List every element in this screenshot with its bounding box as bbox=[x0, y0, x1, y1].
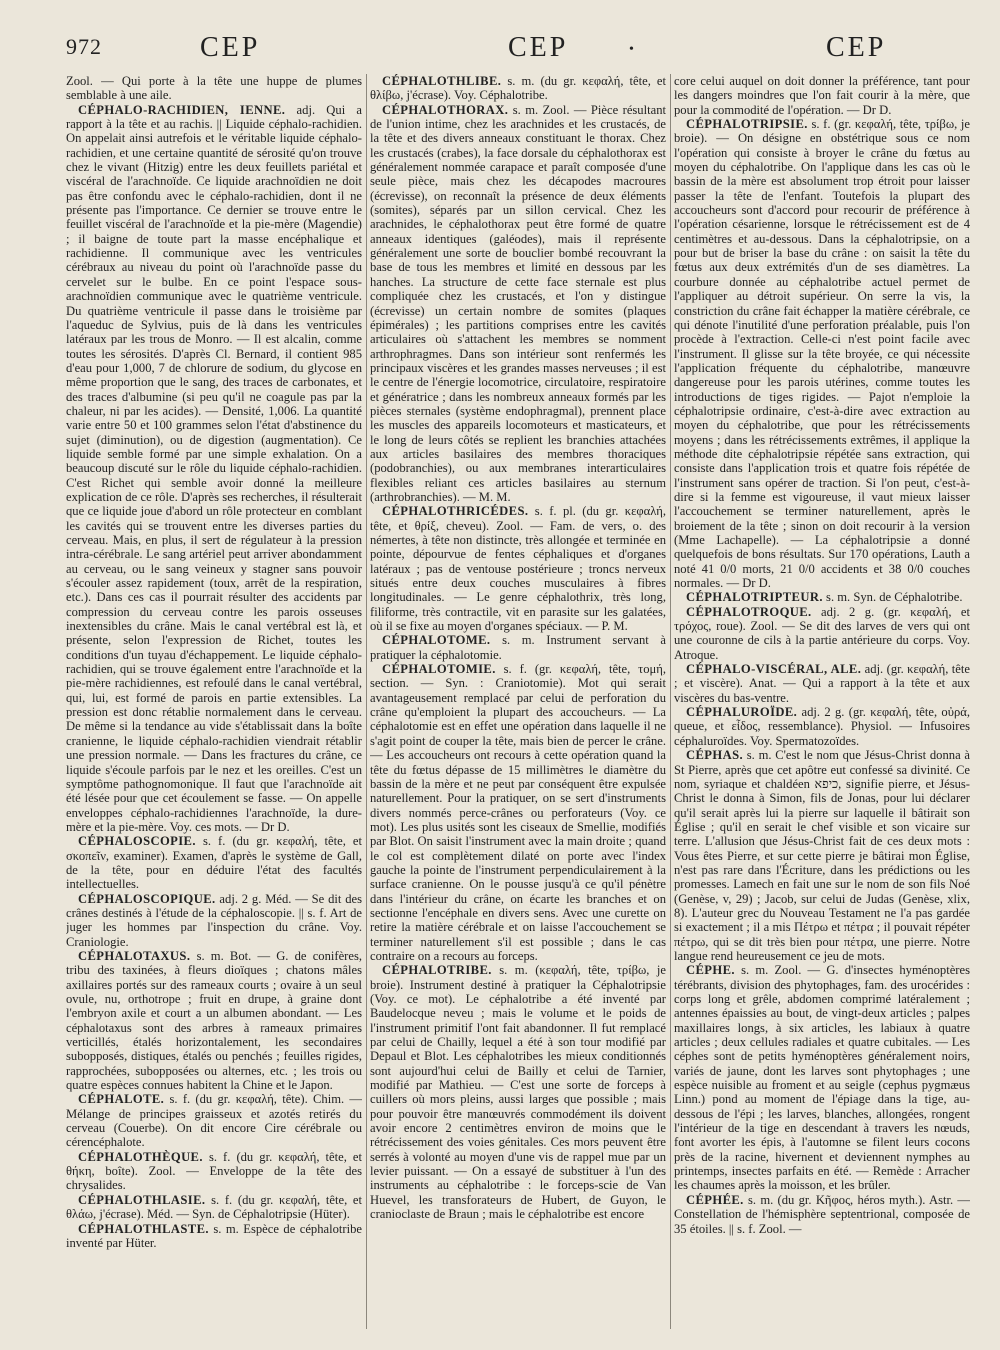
dictionary-entry bbox=[66, 103, 362, 835]
entry-headword: CÉPHALOTROQUE. bbox=[686, 604, 812, 619]
entry-body: s. m. Bot. — G. de conifères, tribu des taxinées, à fleurs dioïques ; chatons mâles axillaires portés sur des rameaux courts ; ovaire à un seul ovule, nu, orthotrope ; fruit en drupe, à graine dont l'embryon axile et court a un albumen abondant. — Les céphalotaxus sont des arbres à rameaux primaires verticillés, étalés horizontalement, les secondaires subopposés, distiques, étalés ou penchés ; feuilles rigides, rapprochées, subopposées ou alternes, etc. ; les trois ou quatre espèces connues habitent la Chine et le Japon. bbox=[66, 948, 362, 1093]
running-head-center: CEP bbox=[508, 32, 569, 63]
column-divider bbox=[670, 74, 671, 1329]
entry-body: s. m. (κεφαλή, tête, τρίβω, je broie). Instrument destiné à pratiquer la Céphalotripsie (Voy. ce mot). Le céphalotribe a été inventé par Baudelocque neveu ; mais le volume et le poids de l'instrument primitif l'ont fait abandonner. Il fut remplacé par celui de Chailly, lequel a été à son tour modifié par Depaul et Blot. Les céphalotribes les mieux conditionnés sont aujourd'hui celui de Bailly et celui de Tarnier, modifié par Mathieu. — C'est une sorte de forceps à cuillers où mors pleins, aussi larges que possible ; mais pour pouvoir être manœuvrés commodément ils doivent avoir encore 2 centimètres environ de moins que le rétrécissement des voies génitales. Ces mors peuvent être serrés à volonté au moyen d'une vis de rappel mue par un levier puissant. — On a essayé de substituer à l'un des instruments au céphalotribe : le forceps-scie de Van Huevel, les transforateurs de Hubert, de Guyon, le cranioclaste de Braun ; mais le céphalotribe est encore bbox=[370, 963, 666, 1222]
entry-body: s. f. pl. (du gr. κεφαλή, tête, et θρίξ, cheveu). Zool. — Fam. de vers, o. des némertes, à tête non distincte, très allongée et terminée en pointe, dépourvue de fentes céphaliques et d'organes latéraux ; pas de ventouse postérieure ; troncs nerveux situés entre deux couches musculaires à fibres longitudinales. — Le genre céphalothrix, très long, filiforme, très contractile, vit en parasite sur les galatées, où il se fixe au moyen d'organes spéciaux. — P. M. bbox=[370, 504, 666, 634]
dictionary-entry bbox=[674, 117, 970, 590]
entry-body: s. m. Instrument servant à pratiquer la céphalotomie. bbox=[370, 633, 666, 662]
entry-body: Zool. — Qui porte à la tête une huppe de plumes semblable à une aile. bbox=[66, 74, 362, 103]
entry-body: adj. (gr. κεφαλή, tête ; et viscère). Anat. — Qui a rapport à la tête et aux viscères du bas-ventre. bbox=[674, 662, 970, 705]
entry-body: s. f. (du gr. κεφαλή, tête). Chim. — Mélange de principes graisseux et azotés retirés du cerveau (Couerbe). On dit encore Cire cérébrale ou cérencéphalote. bbox=[66, 1092, 362, 1150]
dictionary-entry bbox=[66, 1193, 362, 1222]
entry-headword: CÉPHALUROÏDE. bbox=[686, 705, 798, 720]
entry-body: adj. 2 g. (gr. κεφαλή, et τρόχος, roue). Zool. — Se dit des larves de vers qui ont une couronne de cils à la partie antérieure du corps. Voy. Atroque. bbox=[674, 604, 970, 662]
entry-body: adj. 2 g. Méd. — Se dit des crânes destinés à l'étude de la céphaloscopie. || s. f. Art de juger les hommes par l'inspection du crâne. Voy. Craniologie. bbox=[66, 891, 362, 949]
dictionary-entry bbox=[370, 74, 666, 103]
entry-body: core celui auquel on doit donner la préférence, tant pour les dangers moindres que l'on fait courir à la mère, que pour la commodité de l'opération. — Dr D. bbox=[674, 74, 970, 117]
entry-body: s. m. Syn. de Céphalotribe. bbox=[822, 590, 963, 605]
entry-body: s. m. C'est le nom que Jésus-Christ donna à St Pierre, après que cet apôtre eut confessé sa divinité. Ce nom, syriaque et chaldéen כיפא, signifie pierre, et Jésus-Christ le donna à Simon, fils de Jonas, pour lui déclarer qu'il serait après lui la pierre sur laquelle il bâtirait son Église ; qu'il en serait le chef visible et son vicaire sur terre. L'allusion que Jésus-Christ fait de ces deux mots : Vous êtes Pierre, et sur cette pierre je bâtirai mon Église, n'est pas rare dans l'Écriture, dans les prédictions ou les promesses. Lamech en fait une sur le nom de son fils Noé (Genèse, v, 29) ; Jacob, sur celui de Judas (Genèse, xlix, 8). L'auteur grec du Nouveau Testament ne l'a pas gardée si exactement ; il a mis Πέτρω et πέτρα ; il pouvait répéter πέτρω, qui se dit très bien pour πέτρα, une pierre. Notre langue rend heureusement ce jeu de mots. bbox=[674, 748, 970, 963]
page-number: 972 bbox=[66, 34, 102, 59]
dictionary-entry bbox=[674, 705, 970, 748]
entry-body: s. m. Zool. — Pièce résultant de l'union intime, chez les arachnides et les crustacés, de la tête et des divers anneaux constituant le thorax. Chez les crustacés (crabes), la face dorsale du céphalothorax est généralement nommée carapace et paraît composée d'une seule pièce, mais chez les décapodes macroures (écrevisse), on reconnaît la présence de deux éléments (somites), séparés par un sillon cervical. Chez les arachnides, le céphalothorax peut être formé de quatre anneaux identiques (galéodes), mais il représente généralement une sorte de bouclier bombé recouvrant la base de tous les membres et limité en dessous par les hanches. La structure de cette face sternale est plus compliquée chez les crustacés, et l'on y distingue (écrevisse) un certain nombre de somites (plaques épimérales) ; les partitions comprises entre les cavités articulaires où s'attachent les membres se nomment arthrophragmes. Dans son intérieur sont renfermés les principaux viscères et les grandes masses nerveuses ; il est le centre de l'énergie locomotrice, circulatoire, respiratoire et génératrice ; dans les nombreux anneaux formés par les pièces sternales (système endophragmal), prennent place les muscles des appareils locomoteurs et masticateurs, et le long de leurs côtés se replient les branchies attachées aux articles basilaires des membres thoraciques (podobranchies), ou aux membranes interarticulaires flexibles reliant ces articles basilaires au sternum (arthrobranchies). — M. M. bbox=[370, 102, 666, 504]
entry-headword: CÉPHALOSCOPIE. bbox=[78, 834, 196, 849]
entry-headword: CÉPHALOTHORAX. bbox=[382, 102, 509, 117]
entry-body: adj. 2 g. (gr. κεφαλή, tête, οὐρά, queue, et εἶδος, ressemblance). Physiol. — Infusoires céphaluroïdes. Voy. Spermatozoïdes. bbox=[674, 705, 970, 748]
entry-headword: CÉPHALOTAXUS. bbox=[78, 948, 191, 963]
entry-continuation bbox=[674, 74, 970, 117]
entry-headword: CÉPHALOTHLIBE. bbox=[382, 74, 502, 88]
entry-headword: CÉPHALOTOME. bbox=[382, 633, 491, 648]
dictionary-entry bbox=[66, 834, 362, 891]
entry-headword: CÉPHALOTRIPTEUR. bbox=[686, 590, 823, 605]
entry-headword: CÉPHALOTOMIE. bbox=[382, 662, 496, 677]
entry-body: s. m. Espèce de céphalotribe inventé par Hüter. bbox=[66, 1221, 362, 1250]
page-header bbox=[0, 22, 1000, 66]
dictionary-entry bbox=[674, 1193, 970, 1236]
dictionary-entry bbox=[66, 892, 362, 949]
dictionary-entry bbox=[370, 103, 666, 505]
column-middle bbox=[370, 74, 666, 1336]
header-bullet: • bbox=[629, 42, 634, 57]
entry-body: s. f. (du gr. κεφαλή, tête, et θλάω, j'écrase). Méd. — Syn. de Céphalotripsie (Hüter). bbox=[66, 1192, 362, 1222]
entry-headword: CÉPHAS. bbox=[686, 748, 744, 763]
dictionary-entry bbox=[66, 1092, 362, 1149]
entry-headword: CÉPHE. bbox=[686, 963, 735, 978]
column-left bbox=[66, 74, 362, 1336]
dictionary-entry bbox=[66, 949, 362, 1092]
entry-body: s. m. (du gr. Κῆφος, héros myth.). Astr. — Constellation de l'hémisphère septentrional, composée de 35 étoiles. || s. f. Zool. — bbox=[674, 1192, 970, 1236]
entry-headword: CÉPHALOTE. bbox=[78, 1092, 165, 1107]
dictionary-entry bbox=[370, 633, 666, 662]
entry-body: s. f. (gr. κεφαλή, tête, τομή, section. — Syn. : Craniotomie). Mot qui serait avantageusement remplacé par celui de perforation du crâne qu'emploient la plupart des accoucheurs. — La céphalotomie est en effet une opération dans laquelle il ne s'agit point de couper la tête, mais bien de percer le crâne. — Les accoucheurs ont recours à cette opération quand la tête du fœtus dépasse de 15 millimètres le diamètre du bassin de la mère et ne peut par conséquent être expulsée naturellement. Pour la pratiquer, on se sert d'instruments divers nommés perce-crânes ou perforateurs (Voy. ce mot). Les plus usités sont les ciseaux de Smellie, modifiés par Blot. On saisit l'instrument avec la main droite ; quand le col est complètement dilaté on porte avec l'index gauche la pointe de l'instrument perpendiculairement à la surface cranienne. On le pousse jusqu'à ce qu'il pénètre dans l'intérieur du crâne, on écarte les branches et on sectionne l'encéphale en divers sens. Avec une curette on retire la matière cérébrale et on laisse l'accouchement se terminer naturellement s'il est possible ; dans le cas contraire on a recours au forceps. bbox=[370, 662, 666, 963]
entry-headword: CÉPHALOTHLASTE. bbox=[78, 1221, 209, 1236]
column-right bbox=[674, 74, 970, 1336]
dictionary-entry bbox=[66, 1150, 362, 1193]
dictionary-entry bbox=[674, 748, 970, 963]
text-columns bbox=[66, 74, 970, 1336]
entry-headword: CÉPHALOTRIPSIE. bbox=[686, 117, 808, 132]
entry-body: s. m. (du gr. κεφαλή, tête, et θλίβω, j'écrase). Voy. Céphalotribe. bbox=[370, 74, 666, 103]
dictionary-entry bbox=[674, 662, 970, 705]
entry-headword: CÉPHALOSCOPIQUE. bbox=[78, 891, 216, 906]
entry-body: s. m. Zool. — G. d'insectes hyménoptères térébrants, division des phytophages, fam. des urocérides : corps long et grêle, abdomen comprimé latéralement ; antennes épaissies au bout, de vingt-deux articles ; palpes maxillaires longs, à six articles, les labiaux à quatre articles ; deux cellules radiales et quatre cubitales. — Les céphes sont de petits hyménoptères généralement noirs, variés de jaune, dont les larves sont phytophages ; une espèce nuisible au froment et au seigle (cephus pygmæus Linn.) pond au moment de l'épiage dans la tige, au-dessous de l'épi ; les larves, blanches, allongées, rongent l'intérieur de la tige en descendant à travers les nœuds, font avorter les épis, à l'automne se filent leurs cocons près de la racine, hivernent et deviennent nymphes au printemps, insectes parfaits en été. — Remède : Arracher les chaumes après la moisson, et les brûler. bbox=[674, 963, 970, 1193]
entry-body: s. f. (du gr. κεφαλή, tête, et θήκη, boîte). Zool. — Enveloppe de la tête des chrysalides. bbox=[66, 1149, 362, 1193]
entry-body: s. f. (du gr. κεφαλή, tête, et σκοπεῖν, examiner). Examen, d'après le système de Gall, de la tête, pour en déduire l'état des facultés intellectuelles. bbox=[66, 834, 362, 892]
entry-body: s. f. (gr. κεφαλή, tête, τρίβω, je broie). — On désigne en obstétrique sous ce nom l'opération qui consiste à broyer le crâne du fœtus au moyen du céphalotribe. On l'applique dans les cas où le bassin de la mère est absolument trop étroit pour laisser passer la tête de l'enfant. Toutefois la plupart des accoucheurs sont d'accord pour recourir de préférence à l'opération césarienne, lorsque le rétrécissement est de 4 centimètres et au-dessous. Dans la céphalotripsie, on a pour but de briser la base du crâne : on saisit la tête du fœtus aux deux extrémités d'un de ses diamètres. La courbure donnée au céphalotribe actuel permet de l'appliquer au détroit supérieur. On serre la vis, la constriction du crâne fait échapper la matière cérébrale, ce qui dénote l'inutilité d'une perforation préalable, puis l'on procède à l'extraction. Celle-ci n'est point facile avec l'instrument. Il glisse sur la tête broyée, ce qui nécessite l'application fréquente du céphalotribe, manœuvre dangereuse pour les parois utérines, comme toutes les introductions de tiges rigides. — Pajot n'emploie la céphalotripsie ordinaire, c'est-à-dire avec extraction au moyen du céphalotribe, que pour les rétrécissements moyens ; dans les rétrécissements extrêmes, il applique la méthode dite céphalotripsie répétée sans extraction, qui consiste dans l'application trois et quatre fois répétée de l'instrument sans opérer de traction. Si l'on peut, c'est-à-dire si la femme est vigoureuse, il vaut mieux laisser l'accouchement se terminer naturellement, après le broiement de la tête ; sinon on doit recourir à la version (Mme Lachapelle). — La céphalotripsie a donné quelquefois de bons résultats. Sur 170 opérations, Lauth a noté 41 0/0 morts, 21 0/0 accidents et 38 0/0 couches normales. — Dr D. bbox=[674, 117, 970, 591]
entry-headword: CÉPHALO-RACHIDIEN, IENNE. bbox=[78, 102, 286, 117]
entry-continuation bbox=[66, 74, 362, 103]
entry-headword: CÉPHALO-VISCÉRAL, ALE. bbox=[686, 662, 862, 677]
column-divider bbox=[366, 74, 367, 1329]
entry-headword: CÉPHÉE. bbox=[686, 1192, 744, 1207]
dictionary-entry bbox=[66, 1222, 362, 1251]
entry-headword: CÉPHALOTHÈQUE. bbox=[78, 1149, 203, 1164]
entry-headword: CÉPHALOTHLASIE. bbox=[78, 1192, 206, 1207]
entry-headword: CÉPHALOTRIBE. bbox=[382, 963, 492, 978]
entry-headword: CÉPHALOTHRICÉDES. bbox=[382, 504, 529, 519]
dictionary-entry bbox=[674, 605, 970, 662]
entry-body: adj. Qui a rapport à la tête et au rachis. || Liquide céphalo-rachidien. On appelait ainsi autrefois et le véritable liquide céphalo-rachidien, et une certaine quantité de sérosité qu'on trouve chez le vivant (Hitzig) entre les deux feuillets pariétal et viscéral de l'arachnoïde. Ce liquide arachnoïdien ne doit pas être confondu avec le céphalo-rachidien, dont il ne présente pas l'importance. Ce dernier se trouve entre le feuillet viscéral de l'arachnoïde et la pie-mère (Magendie) ; il baigne de toute part la masse encéphalique et rachidienne. Il communique avec les ventricules cérébraux au niveau du point où l'arachnoïde passe du cervelet sur le bulbe. En ce point l'espace sous-arachnoïdien communique avec le quatrième ventricule. Du quatrième ventricule il passe dans le troisième par l'aqueduc de Sylvius, puis de là dans les ventricules latéraux par les trous de Monro. — Il est alcalin, comme toutes les sérosités. D'après Cl. Bernard, il contient 985 d'eau pour 1,000, 7 de chlorure de sodium, du glycose en même proportion que le sang, des traces de carbonates, et des traces d'albumine (si peu qu'il ne coagule pas par la chaleur, ni par les acides). — Densité, 1,006. La quantité varie entre 50 et 100 grammes selon l'état d'abstinence du sujet (diminution), ou de digestion (augmentation). Ce liquide semble formé par une simple exhalation. On a beaucoup discuté sur le rôle du liquide céphalo-rachidien. C'est Richet qui semble avoir donné la meilleure explication de ce rôle. D'après ses recherches, il résulterait que ce liquide joue d'abord un rôle protecteur en comblant les cavités qui se trouvent entre les diverses parties du cerveau. Mais, en plus, il sert de régulateur à la pression intra-cérébrale. Le sang artériel peut arriver abondamment au cerveau, ou le sang veineux y stagner sans pouvoir s'écouler assez rapidement (toux, arrêt de la respiration, etc.). Dans ces cas il pourrait résulter des accidents par compression du cerveau contre les parois osseuses inextensibles du crâne. Mais le canal vertébral est là, et présente, selon l'expression de Richet, toutes les conditions d'un tuyau d'échappement. Le liquide céphalo-rachidien, qui se trouve également entre l'arachnoïde et la pie-mère rachidiennes, est refoulé dans le canal vertébral, qui, lui, est formé de parois en partie extensibles. La pression est donc rétablie normalement dans le cerveau. De même si la tendance au vide s'établissait dans la boîte cranienne, le liquide céphalo-rachidien viendrait rétablir une pression normale. — Dans les fractures du crâne, ce liquide s'écoule parfois par le nez et les oreilles. C'est un symptôme pathognomonique. Il faut que l'arachnoïde ait été lésée pour que cet écoulement se fasse. — On appelle enveloppes céphalo-rachidiennes l'arachnoïde, la dure-mère et la pie-mère. Voy. ces mots. — Dr D. bbox=[66, 102, 362, 834]
running-head-left: CEP bbox=[200, 32, 261, 63]
dictionary-entry bbox=[674, 963, 970, 1193]
dictionary-entry bbox=[370, 504, 666, 633]
dictionary-entry bbox=[674, 590, 970, 604]
dictionary-entry bbox=[370, 662, 666, 963]
running-head-right: CEP bbox=[826, 32, 887, 63]
dictionary-entry bbox=[370, 963, 666, 1221]
